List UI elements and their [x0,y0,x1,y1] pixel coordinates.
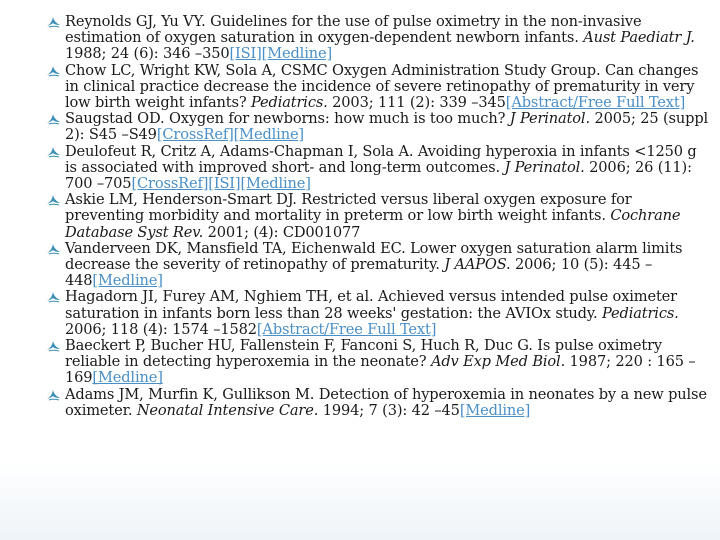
reference-item [46,338,710,387]
reference-link[interactable]: [CrossRef] [156,126,234,144]
reference-link[interactable]: [CrossRef] [131,175,209,193]
wing-bullet-icon [46,145,61,158]
reference-journal: Neonatal Intensive Care. [136,401,319,419]
reference-authors-title: Chow LC, Wright KW, Sola A, CSMC Oxygen Administration Study Group. Can changes in clinical practice decrease the incidence of severe retinopathy of prematurity in very low birth weight infants? [65,61,699,112]
reference-link[interactable]: [Medline] [92,272,163,290]
reference-item [46,289,710,338]
reference-link[interactable]: [Abstract/Free Full Text] [505,94,686,112]
reference-item [46,63,710,112]
reference-item [46,192,710,241]
reference-item [46,387,710,419]
reference-citation: 2006; 26 (11): 700 –705 [65,158,692,193]
reference-authors-title: Baeckert P, Bucher HU, Fallenstein F, Fanconi S, Huch R, Duc G. Is pulse oximetry reliable in detecting hyperoxemia in the neonate? [65,337,663,371]
reference-item [46,14,710,63]
wing-bullet-icon [46,388,61,401]
reference-authors-title: Reynolds GJ, Yu VY. Guidelines for the use of pulse oximetry in the non-invasive estimation of oxygen saturation in oxygen-dependent newborn infants. [65,13,642,47]
wing-bullet-icon [46,193,61,206]
reference-journal: J Perinatol. [504,158,585,176]
reference-link[interactable]: [Medline] [240,175,311,193]
reference-link[interactable]: [Abstract/Free Full Text] [256,320,437,338]
reference-journal: Cochrane Database Syst Rev. [65,207,681,241]
reference-citation: 2001; (4): CD001077 [203,223,361,241]
wing-bullet-icon [46,112,61,125]
reference-authors-title: Askie LM, Henderson-Smart DJ. Restricted versus liberal oxygen exposure for preventing morbidity and mortality in preterm or low birth weight infants. [65,191,632,225]
reference-citation: 2006; 118 (4): 1574 –1582 [65,320,257,338]
reference-authors-title: Vanderveen DK, Mansfield TA, Eichenwald EC. Lower oxygen saturation alarm limits decrease the severity of retinopathy of prematurity. [65,239,683,274]
wing-bullet-icon [46,242,61,255]
reference-authors-title: Deulofeut R, Critz A, Adams-Chapman I, Sola A. Avoiding hyperoxia in infants <1250 g is associated with improved short- and long-term outcomes. [65,142,697,176]
reference-journal: Pediatrics. [251,94,328,112]
reference-citation: 1988; 24 (6): 346 –350 [65,45,230,63]
reference-citation: 2006; 10 (5): 445 –448 [65,256,653,290]
reference-journal: Adv Exp Med Biol. [430,353,566,371]
reference-list [46,14,710,419]
reference-journal: Aust Paediatr J. [583,29,695,47]
reference-citation: 2003; 111 (2): 339 –345 [327,94,506,112]
reference-authors-title: Adams JM, Murfin K, Gullikson M. Detection of hyperoxemia in neonates by a new pulse oximeter. [65,385,707,419]
reference-citation: 2005; 25 (suppl 2): S45 –S49 [65,110,709,144]
reference-link[interactable]: [Medline] [233,126,304,144]
reference-journal: J AAPOS. [444,256,511,274]
wing-bullet-icon [46,64,61,77]
reference-authors-title: Hagadorn JI, Furey AM, Nghiem TH, et al. Achieved versus intended pulse oximeter saturation in infants born less than 28 weeks' gestation: the AVIOx study. [65,288,677,322]
reference-link[interactable]: [ISI] [229,45,262,63]
reference-journal: Pediatrics. [602,304,679,322]
wing-bullet-icon [46,15,61,28]
reference-journal: J Perinatol. [509,110,590,128]
reference-link[interactable]: [ISI] [208,175,241,193]
reference-citation: 1994; 7 (3): 42 –45 [318,401,460,419]
reference-link[interactable]: [Medline] [92,369,163,387]
reference-citation: 1987; 220 : 165 –169 [65,353,696,387]
reference-link[interactable]: [Medline] [459,401,531,419]
wing-bullet-icon [46,339,61,352]
reference-item [46,144,710,193]
reference-item [46,241,710,290]
wing-bullet-icon [46,290,61,303]
reference-authors-title: Saugstad OD. Oxygen for newborns: how much is too much? [65,110,510,128]
reference-item [46,111,710,143]
reference-link[interactable]: [Medline] [261,45,332,63]
